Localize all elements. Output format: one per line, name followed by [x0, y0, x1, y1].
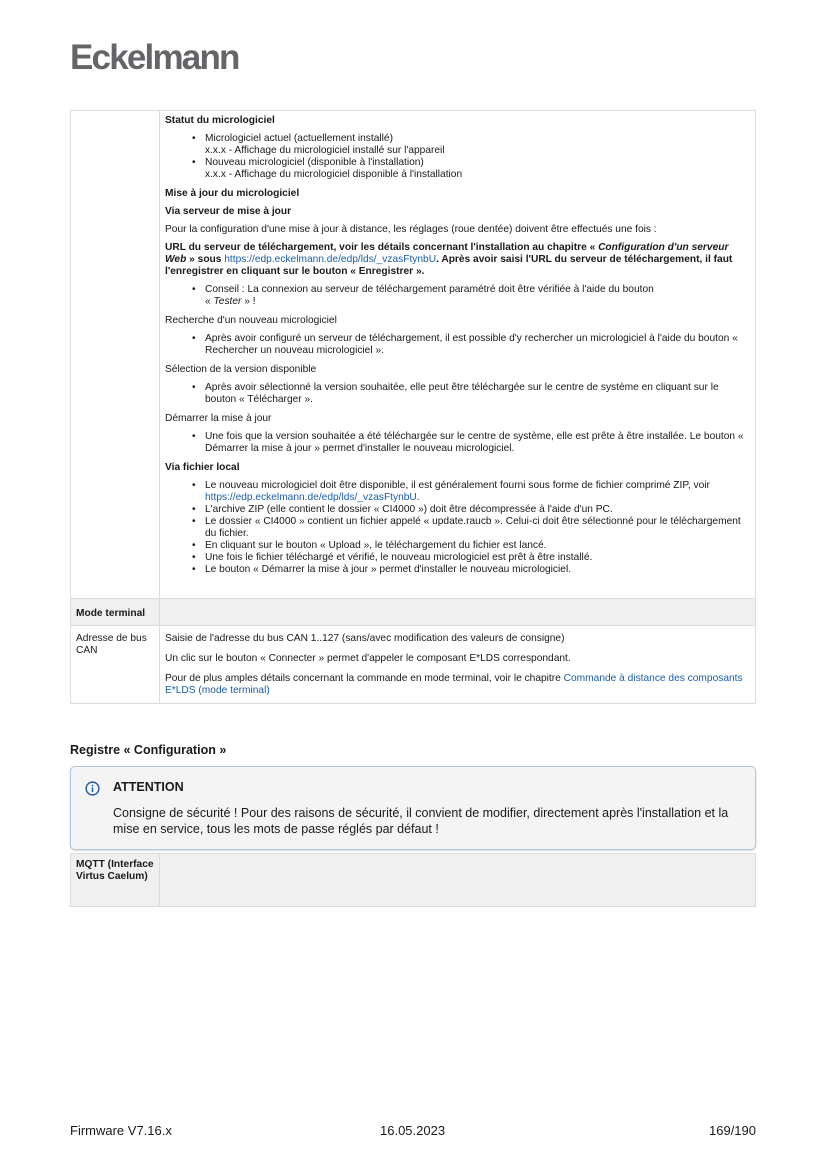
can-bus-line3: Pour de plus amples détails concernant la commande en mode terminal, voir le chapitre Commande à distance des composants E*LDS (mode terminal)	[165, 673, 743, 696]
list-item: • L'archive ZIP (elle contient le dossier « CI4000 ») doit être décompressée à l'aide d'un PC.	[205, 504, 750, 516]
status-item-1-line2: x.x.x - Affichage du micrologiciel installé sur l'appareil	[205, 145, 445, 156]
update-server-title: Via serveur de mise à jour	[165, 206, 292, 217]
search-firmware-title: Recherche d'un nouveau micrologiciel	[165, 315, 337, 326]
update-server-intro: Pour la configuration d'une mise à jour à distance, les réglages (roue dentée) doivent être effectués une fois :	[165, 224, 657, 235]
list-item: • Après avoir sélectionné la version souhaitée, elle peut être téléchargée sur le centre de système en cliquant sur le bouton « Télécharger ».	[205, 382, 750, 406]
mqtt-empty-cell	[160, 854, 756, 907]
can-bus-line1: Saisie de l'adresse du bus CAN 1..127 (sans/avec modification des valeurs de consigne)	[165, 633, 565, 644]
list-item: • Le dossier « CI4000 » contient un fichier appelé « update.raucb ». Celui-ci doit être sélectionné pour le téléchargement du fichier.	[205, 516, 750, 540]
tip-text-line1: • Conseil : La connexion au serveur de téléchargement paramétré doit être vérifiée à l'aide du bouton	[205, 284, 654, 295]
status-item-2-line1: • Nouveau micrologiciel (disponible à l'installation)	[205, 157, 424, 168]
list-item: • Une fois que la version souhaitée a été téléchargée sur le centre de système, elle est prête à être installée. Le bouton « Démarrer la mise à jour » permet d'installer le nouveau micrologiciel.	[205, 431, 750, 455]
terminal-mode-label: Mode terminal	[71, 599, 160, 626]
info-icon	[85, 781, 100, 796]
attention-notice	[70, 766, 756, 850]
mqtt-table	[70, 853, 756, 907]
download-server-link[interactable]: https://edp.eckelmann.de/edp/lds/_vzasFtynbU	[224, 254, 437, 265]
search-list	[165, 333, 750, 357]
terminal-mode-empty-cell	[160, 599, 756, 626]
notice-title: ATTENTION	[113, 780, 184, 794]
tip-list	[165, 284, 750, 308]
local-file-link[interactable]: https://edp.eckelmann.de/edp/lds/_vzasFtynbU	[205, 492, 417, 503]
firmware-content-cell	[160, 111, 756, 599]
list-item: • Le nouveau micrologiciel doit être disponible, il est généralement fourni sous forme de fichier comprimé ZIP, voir https://edp.eckelmann.de/edp/lds/_vzasFtynbU.	[205, 480, 750, 504]
firmware-status-title: Statut du micrologiciel	[165, 115, 275, 126]
list-item: • En cliquant sur le bouton « Upload », le téléchargement du fichier est lancé.	[205, 540, 750, 552]
start-list	[165, 431, 750, 455]
download-url-paragraph	[165, 242, 750, 278]
list-item	[205, 157, 750, 181]
list-item: • Une fois le fichier téléchargé et vérifié, le nouveau micrologiciel est prêt à être installé.	[205, 552, 750, 564]
select-version-title: Sélection de la version disponible	[165, 364, 317, 375]
url-text-part2: » sous	[186, 254, 225, 265]
footer-firmware-version: Firmware V7.16.x	[70, 1123, 172, 1138]
terminal-mode-chapter-link[interactable]: Commande à distance des composants E*LDS (mode terminal)	[165, 673, 743, 696]
firmware-row	[71, 111, 756, 599]
firmware-status-list	[165, 133, 750, 181]
terminal-mode-row	[71, 599, 756, 626]
footer-date: 16.05.2023	[380, 1123, 446, 1138]
eckelmann-logo: Eckelmann	[70, 38, 239, 77]
local-file-title: Via fichier local	[165, 462, 240, 473]
firmware-update-title: Mise à jour du micrologiciel	[165, 188, 300, 199]
url-text-part3: . Après avoir saisi l'URL du serveur de téléchargement, il faut l'enregistrer en cliquant sur le bouton « Enregistrer ».	[165, 254, 733, 277]
local-file-list	[165, 480, 750, 576]
notice-text: Consigne de sécurité ! Pour des raisons de sécurité, il convient de modifier, directement après l'installation et la mise en service, tous les mots de passe réglés par défaut !	[113, 806, 729, 836]
list-item: • Le bouton « Démarrer la mise à jour » permet d'installer le nouveau micrologiciel.	[205, 564, 750, 576]
select-list	[165, 382, 750, 406]
tip-text-line2: « Tester » !	[205, 296, 256, 307]
can-bus-label: Adresse de bus CAN	[71, 626, 160, 704]
firmware-label-cell	[71, 111, 160, 599]
mqtt-label: MQTT (Interface Virtus Caelum)	[71, 854, 160, 907]
url-text-part1: URL du serveur de téléchargement, voir les détails concernant l'installation au chapitre «	[165, 242, 599, 253]
list-item	[205, 284, 750, 308]
can-bus-row	[71, 626, 756, 704]
status-item-2-line2: x.x.x - Affichage du micrologiciel disponible à l'installation	[205, 169, 463, 180]
can-bus-content-cell	[160, 626, 756, 704]
settings-table	[70, 110, 756, 704]
can-bus-line2: Un clic sur le bouton « Connecter » permet d'appeler le composant E*LDS correspondant.	[165, 653, 571, 664]
mqtt-row	[71, 854, 756, 907]
section-title: Registre « Configuration »	[70, 743, 227, 757]
url-chapter-ref: Configuration d'un serveur Web	[165, 242, 729, 265]
status-item-1-line1: • Micrologiciel actuel (actuellement installé)	[205, 133, 393, 144]
list-item	[205, 133, 750, 157]
list-item: • Après avoir configuré un serveur de téléchargement, il est possible d'y rechercher un micrologiciel à l'aide du bouton « Rechercher un nouveau micrologiciel ».	[205, 333, 750, 357]
tester-button-ref: Tester	[213, 296, 242, 307]
footer-page-number: 169/190	[709, 1123, 756, 1138]
start-update-title: Démarrer la mise à jour	[165, 413, 272, 424]
